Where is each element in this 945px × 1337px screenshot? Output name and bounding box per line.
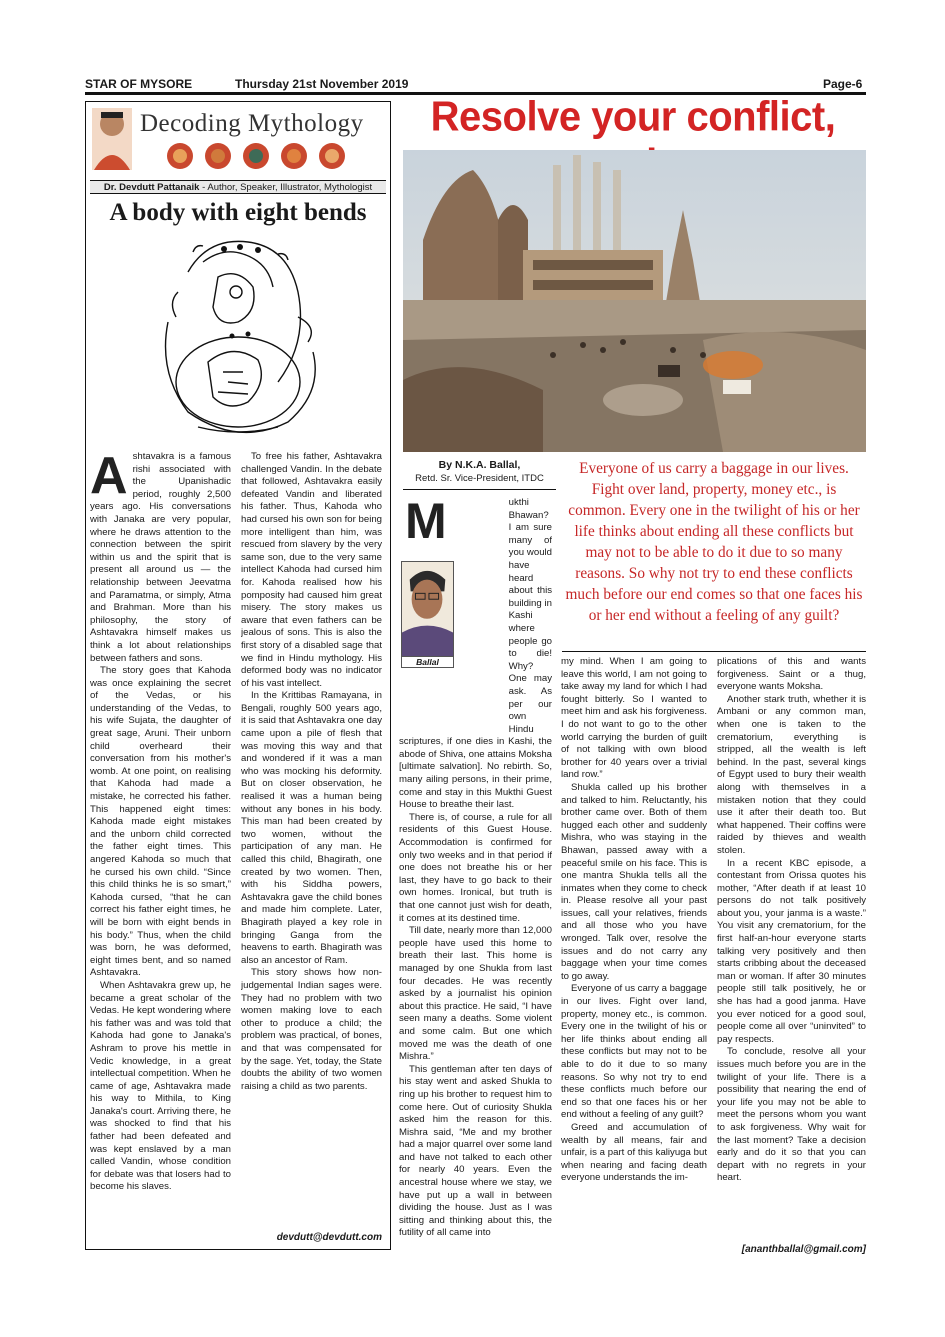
author-name: Dr. Devdutt Pattanaik (103, 182, 200, 193)
column-byline (90, 180, 386, 194)
column-paragraph: The story goes that Kahoda was once explaining the secret of the Vedas, or his understanding of the Vedas, to his wife Sujata, the daughter of great sage, Aruni. Their unborn child overheard their conversation from his mother's womb. At one point, on realising that Kahoda had made a mistake, he corrected his father. This happened eight times: Kahoda made eight mistakes and the unborn child corrected the father eight times. This angered Kahoda so much that he cursed his own child. “Since this child thinks he is so smart,” Kahoda cursed, “that he can correct his father eight times, he will be born with eight bends in his body.” Thus, when the child was born, he was deformed, eight times bent, and so named Ashtavakra. (90, 665, 231, 979)
page-number: Page-6 (823, 77, 863, 91)
mythology-faces-icon (167, 143, 345, 169)
article-byline-name: By N.K.A. Ballal, (438, 459, 521, 471)
column-paragraph: In the Krittibas Ramayana, in Bengali, roughly 500 years ago, it is said that Ashtavakra one day came upon a pile of flesh that was moving this way and that and wondered if it was a man who was mocking his deformity. But on closer observation, he realised it was a human being without any bones in his body. This man had been created by two women, without the participation of any man. He called this child, Bhagirath, one created by two women. Then, with his Siddha powers, Ashtavakra gave the child bones and made him complete. Later, Bhagirath played a key role in bringing Ganga from the heavens to earth. Bhagirath was also an ancestor of Ram. (241, 690, 382, 966)
column-title: Decoding Mythology (140, 110, 364, 137)
article-paragraph: my mind. When I am going to leave this world, I am not going to take away my land for which I had fought bitterly. So I wanted to meet him and ask his forgiveness. I do not want to go to the other world carrying the burden of guilt of not talking with own blood brother for 40 years over a trivial land row.” (561, 656, 707, 781)
paper-name: STAR OF MYSORE (85, 77, 193, 91)
column-signature-email: devdutt@devdutt.com (276, 1232, 382, 1243)
article-headline: Resolve your conflict, (430, 93, 836, 140)
varanasi-ghat-photo (403, 150, 866, 452)
article-paragraph: In a recent KBC episode, a contestant from Orissa quotes his mother, “After death if at least 10 persons do not talk positively about you, your janma is a waste.” You visit any crematorium, for the first half-an-hour everyone starts talking very positively and then starts cribbing about the deceased man or woman. If after 30 minutes people still talk positively, he or she has had a good janma. Have you ever noticed for a good soul, people come all over “uninvited” to pay respects. (717, 857, 866, 1045)
byline-rule (403, 489, 556, 490)
column-body-col1 (90, 451, 231, 1247)
column-paragraph: When Ashtavakra grew up, he became a great scholar of the Vedas. He kept wondering where his father was and was told that Kahoda had gone to Janaka's Ashram to prove his mettle in Vedic knowledge, in a great intellectual competition. When he came of age, Ashtavakra made his way to Mithila, to King Janaka's court. Arriving there, he was shocked to find that his father had been defeated and was kept enslaved by a man called Vandin, whose condition for debate was that losers had to become his slaves. (90, 979, 231, 1193)
column-body-col2 (241, 451, 382, 1247)
column-paragraph: This story shows how non-judgemental Indian sages were. They had no problem with two women making love to each other to produce a child; the problem was practical, of bones, and that was compensated for by the sage. Yet, today, the State doubts the ability of two women raising a child as two parents. (241, 967, 382, 1092)
article-paragraph: Everyone of us carry a baggage in our lives. Fight over land, property, money etc., is common. Every one in the twilight of his or her life thinks about ending all these conflicts but may not to be able to do it due to so many reasons. So why not try to end these conflicts much before our end so that one faces his or her end without a feeling of any guilt? (561, 983, 707, 1121)
article-pull-quote: Everyone of us carry a baggage in our lives. Fight over land, property, money etc., is common. Every one in the twilight of his or her life thinks about ending all these conflicts but may not to be able to do it due to so many reasons. So why not try to end these conflicts much before our end comes so that one faces his or her end without a feeling of any guilt? (565, 460, 863, 624)
article-paragraph: plications of this and wants forgiveness. Saint or a thug, everyone wants Moksha. (717, 656, 866, 693)
article-paragraph: To conclude, resolve all your issues much before you are in the twilight of your life. There is a possibility that nearing the end of your life you may not be able to meet the persons whom you want to ask forgiveness. Why wait for the last moment? Take a decision early and do it so that you can depart with no regrets in your heart. (717, 1046, 866, 1184)
article-paragraph: ukthi Bhawan? I am sure many of you would have heard about this building in Kashi where people go to die! Why? One may ask. As per our own Hindu scriptures, if one dies in Kashi, the abode of Shiva, one attains Moksha [ultimate salvation]. No rebirth. So, many ailing persons, in their prime, come and stay in this Mukthi Guest House to breathe their last. (399, 497, 552, 811)
portrait-caption: Ballal (401, 656, 454, 668)
article-drop-cap: M (405, 497, 447, 549)
column-paragraph: To free his father, Ashtavakra challenged Vandin. In the debate that followed, Ashtavakra easily defeated Vandin and liberated his father. Thus, Kahoda who had cursed his own son for being more intelligent than him, was rescued from slavery by the very same son, due to the very same intellect Kahoda had cursed him for. Kahoda realised how his pomposity had caused him great misery. The story makes us aware that even fathers can be jealous of sons. This is also the first story of a disabled sage that we find in Hindu mythology. His deformed body was no indicator of his vast intellect. (241, 451, 382, 689)
column-headline: A body with eight bends (109, 199, 367, 226)
article-paragraph: Till date, nearly more than 12,000 people have used this home to breath their last. This home is managed by one Shukla from last four decades. He was recently asked by a journalist his opinion about this practice. He said, “I have seen many a deaths. Some violent and some calm. But one which moved me was the death of one Mishra.” (399, 925, 552, 1063)
article-paragraph: Shukla called up his brother and talked to him. Reluctantly, his brother came over. Both of them hugged each other and suddenly Mishra, who was staying in the Bhawan, passed away with a peaceful smile on his face. This is one mantra Shukla tells all the inmates when they come to check in. Please resolve all your past issues, call your relatives, friends and all those who you have wronged. Talk over, resolve the issues and do not carry any baggage when your time comes to go away. (561, 781, 707, 982)
column-drop-cap: A (90, 451, 128, 505)
article-paragraph: Greed and accumulation of wealth by all means, fair and unfair, is a part of this kaliyuga but when nearing and facing death everyone understands the im- (561, 1121, 707, 1184)
article-paragraph: There is, of course, a rule for all residents of this Guest House. Accommodation is confirmed for only two weeks and in that period if one does not breathe his or her last, they have to go back to their own homes. Ironical, but truth is that one cannot just wish for death, it comes at its destined time. (399, 811, 552, 924)
ashtavakra-sketch-illustration (148, 232, 328, 447)
column-paragraph: shtavakra is a famous rishi associated with the Upanishadic period, roughly 2,500 years ago. His conversations with Janaka are very popular, where he draws attention to the connection between the spirit within us and the spirit that is present all around us — the relationship between Jeevatma and Paramatma, or simply, Atma and Brahman. More than his philosophy, the story of Ashtavakra himself makes us think a lot about relationships between fathers and sons. (90, 451, 231, 664)
article-byline-role: Retd. Sr. Vice-President, ITDC (415, 473, 544, 484)
author-portrait-photo (401, 561, 454, 658)
author-description: - Author, Speaker, Illustrator, Mythologist (199, 182, 373, 193)
article-body-col3 (717, 656, 866, 1250)
issue-date: Thursday 21st November 2019 (235, 77, 409, 91)
pull-quote-rule (562, 651, 866, 652)
article-signature-email: [ananthballal@gmail.com] (741, 1244, 866, 1255)
article-body-col2 (561, 656, 707, 1250)
article-paragraph: This gentleman after ten days of his stay went and asked Shukla to ring up his brother to request him to come here. Out of curiosity Shukla asked him the reason for this. Mishra said, “Me and my brother had a major quarrel over some land and have not talked to each other for nearly 40 years. Even the ancestral house where we stay, we have put up a wall in between dividing the house. Just as I was sitting and thinking about this, the futility of all came into (399, 1063, 552, 1239)
portrait-spacer (451, 553, 509, 725)
article-paragraph: Another stark truth, whether it is Ambani or any common man, when one is taken to the crematorium, everything is stripped, all the wealth is left behind. In the past, several kings of Egypt used to bury their wealth along with themselves in a mistaken notion that they could use it after their death too. But what happened. Their coffins were raided by thieves and wealth stolen. (717, 693, 866, 856)
